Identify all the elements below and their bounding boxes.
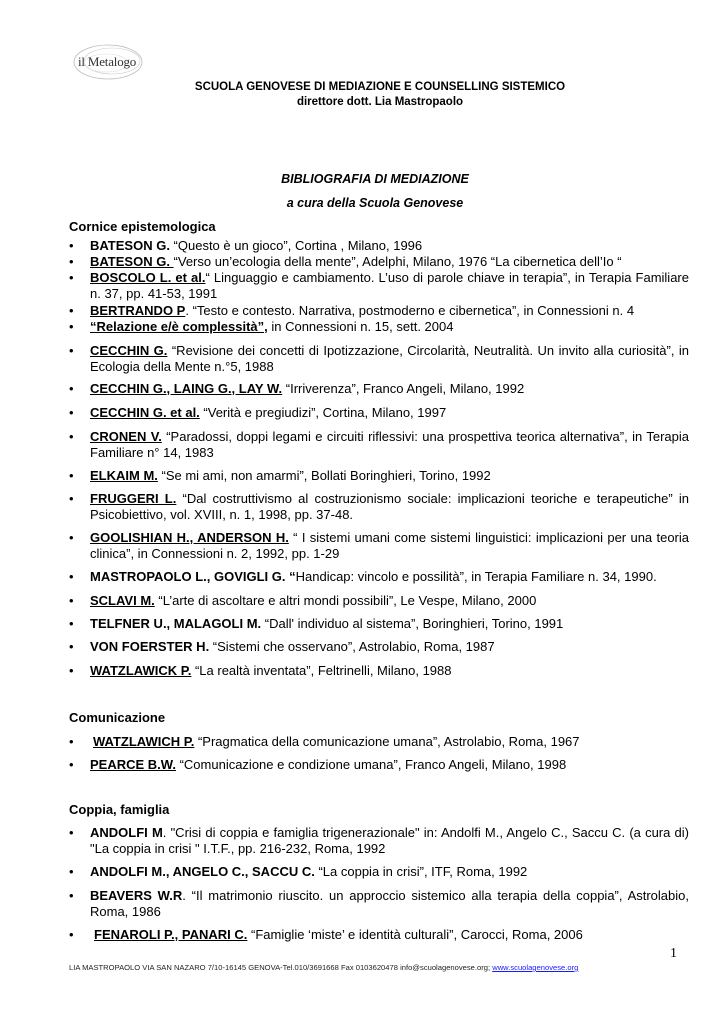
bullet-icon: •	[69, 927, 74, 942]
bibliography-item	[69, 569, 689, 585]
section-heading-comunicazione: Comunicazione	[69, 710, 166, 725]
item-reference: “Famiglie ‘miste’ e identità culturali”, Carocci, Roma, 2006	[247, 927, 583, 942]
bibliography-item	[69, 405, 689, 421]
bullet-icon: •	[69, 319, 74, 334]
bibliography-item	[69, 303, 689, 319]
item-reference: “La coppia in crisi”, ITF, Roma, 1992	[314, 864, 528, 879]
bibliography-item	[69, 238, 689, 254]
item-author: MASTROPAOLO L., GOVIGLI G. “	[90, 569, 296, 584]
footer	[69, 963, 578, 972]
item-reference: . "Crisi di coppia e famiglia trigenerazionale" in: Andolfi M., Angelo C., Saccu C. (a cura di) "La coppia in crisi " I.T.F., pp. 216-232, Roma, 1992	[90, 825, 689, 856]
item-author: VON FOERSTER H.	[90, 639, 210, 654]
bullet-icon: •	[69, 381, 74, 396]
bullet-icon: •	[69, 616, 74, 631]
bibliography-item	[69, 734, 689, 750]
bibliography-item	[69, 757, 689, 773]
item-author: SCLAVI M.	[90, 593, 155, 608]
bullet-icon: •	[69, 864, 74, 879]
title-line-1: BIBLIOGRAFIA DI MEDIAZIONE	[281, 172, 469, 186]
item-author: FENAROLI P., PANARI C.	[94, 927, 248, 942]
bibliography-item	[69, 381, 689, 397]
item-reference: in Connessioni n. 15, sett. 2004	[267, 319, 454, 334]
bibliography-item	[69, 254, 689, 270]
item-reference: “La realtà inventata”, Feltrinelli, Milano, 1988	[191, 663, 452, 678]
bullet-icon: •	[69, 569, 74, 584]
bibliography-item	[69, 616, 689, 632]
item-author: BATESON G.	[90, 254, 174, 269]
bibliography-item	[69, 429, 689, 461]
title-line-2: a cura della Scuola Genovese	[286, 196, 464, 210]
item-reference: “Questo è un gioco”, Cortina , Milano, 1996	[169, 238, 423, 253]
item-reference: “Se mi ami, non amarmi”, Bollati Boringhieri, Torino, 1992	[157, 468, 491, 483]
item-reference: . “Testo e contesto. Narrativa, postmoderno e cibernetica”, in Connessioni n. 4	[185, 303, 635, 318]
bullet-icon: •	[69, 888, 74, 903]
item-author: “Relazione e/è complessità”,	[90, 319, 268, 334]
bullet-icon: •	[69, 254, 74, 269]
bibliography-item	[69, 888, 689, 920]
document-title	[0, 167, 724, 215]
page-number: 1	[670, 946, 677, 961]
item-author: PEARCE B.W.	[90, 757, 176, 772]
bibliography-item	[69, 639, 689, 655]
item-reference: “Dal costruttivismo al costruzionismo sociale: implicazioni teoriche e terapeutiche” in Psicobiettivo, vol. XVIII, n. 1, 1998, pp. 37-48.	[90, 491, 689, 522]
bibliography-item	[69, 319, 689, 335]
bullet-icon: •	[69, 530, 74, 545]
bibliography-item	[69, 927, 689, 943]
bullet-icon: •	[69, 405, 74, 420]
bibliography-item	[69, 864, 689, 880]
bibliography-item	[69, 491, 689, 523]
bullet-icon: •	[69, 825, 74, 840]
item-reference: “Revisione dei concetti di Ipotizzazione, Circolarità, Neutralità. Un invito alla curiosità”, in Ecologia della Mente n.°5, 1988	[90, 343, 690, 374]
item-author: GOOLISHIAN H., ANDERSON H.	[90, 530, 289, 545]
item-author: BEAVERS W.R	[90, 888, 183, 903]
section-heading-epistemologica: Cornice epistemologica	[69, 219, 216, 234]
item-author: CECCHIN G.	[90, 343, 168, 358]
item-author: BATESON G.	[90, 238, 170, 253]
item-author: BOSCOLO L. et al.	[90, 270, 206, 285]
item-author: CECCHIN G. et al.	[90, 405, 200, 420]
bibliography-item	[69, 270, 689, 302]
section-heading-coppia-famiglia: Coppia, famiglia	[69, 802, 170, 817]
bibliography-item	[69, 343, 689, 375]
footer-contact: LIA MASTROPAOLO VIA SAN NAZARO 7/10-16145 GENOVA-Tel.010/3691668 Fax 0103620478 info@scuolagenovese.org;	[69, 963, 493, 972]
item-author: CRONEN V.	[90, 429, 162, 444]
item-author: BERTRANDO P	[90, 303, 186, 318]
bibliography-item	[69, 825, 689, 857]
item-author: CECCHIN G., LAING G., LAY W.	[90, 381, 283, 396]
item-author: ANDOLFI M	[90, 825, 163, 840]
item-reference: “Dall' individuo al sistema”, Boringhieri, Torino, 1991	[261, 616, 564, 631]
item-author: WATZLAWICH P.	[93, 734, 195, 749]
bibliography-item	[69, 530, 689, 562]
item-reference: . “Il matrimonio riuscito. un approccio sistemico alla terapia della coppia”, Astrolabio, Roma, 1986	[90, 888, 689, 919]
bullet-icon: •	[69, 238, 74, 253]
bullet-icon: •	[69, 757, 74, 772]
item-reference: “Sistemi che osservano”, Astrolabio, Roma, 1987	[209, 639, 495, 654]
item-author: ELKAIM M.	[90, 468, 158, 483]
item-reference: “Irriverenza”, Franco Angeli, Milano, 1992	[282, 381, 525, 396]
footer-website-link[interactable]: www.scuolagenovese.org	[492, 963, 579, 972]
item-reference: “Paradossi, doppi legami e circuiti riflessivi: una prospettiva teorica alternativa”, in Terapia Familiare n° 14, 1983	[90, 429, 689, 460]
item-reference: Handicap: vincolo e possilità”, in Terapia Familiare n. 34, 1990.	[295, 569, 657, 584]
item-reference: “Verso un’ecologia della mente”, Adelphi, Milano, 1976 “La cibernetica dell’Io “	[173, 254, 622, 269]
item-reference: “Comunicazione e condizione umana”, Franco Angeli, Milano, 1998	[175, 757, 567, 772]
bibliography-item	[69, 468, 689, 484]
logo-text: il Metalogo	[78, 54, 137, 69]
logo	[70, 40, 154, 84]
bullet-icon: •	[69, 491, 74, 506]
school-name: SCUOLA GENOVESE DI MEDIAZIONE E COUNSELLING SISTEMICO	[194, 81, 566, 93]
bibliography-item	[69, 663, 689, 679]
item-author: FRUGGERI L.	[90, 491, 177, 506]
bullet-icon: •	[69, 303, 74, 318]
bullet-icon: •	[69, 429, 74, 444]
item-reference: “Pragmatica della comunicazione umana”, Astrolabio, Roma, 1967	[194, 734, 580, 749]
bullet-icon: •	[69, 734, 74, 749]
bibliography-item	[69, 593, 689, 609]
bullet-icon: •	[69, 468, 74, 483]
item-author: ANDOLFI M., ANGELO C., SACCU C.	[90, 864, 315, 879]
item-reference: “ I sistemi umani come sistemi linguistici: implicazioni per una teoria clinica”, in Connessioni n. 2, 1992, pp. 1-29	[90, 530, 689, 561]
bullet-icon: •	[69, 270, 74, 285]
item-reference: “ Linguaggio e cambiamento. L’uso di parole chiave in terapia”, in Terapia Familiare n. 37, pp. 41-53, 1991	[90, 270, 689, 301]
bullet-icon: •	[69, 639, 74, 654]
item-reference: “L’arte di ascoltare e altri mondi possibili”, Le Vespe, Milano, 2000	[154, 593, 537, 608]
director-name: direttore dott. Lia Mastropaolo	[296, 96, 464, 108]
bullet-icon: •	[69, 343, 74, 358]
bullet-icon: •	[69, 663, 74, 678]
item-author: WATZLAWICK P.	[90, 663, 192, 678]
bullet-icon: •	[69, 593, 74, 608]
item-author: TELFNER U., MALAGOLI M.	[90, 616, 262, 631]
item-reference: “Verità e pregiudizi”, Cortina, Milano, 1997	[199, 405, 447, 420]
